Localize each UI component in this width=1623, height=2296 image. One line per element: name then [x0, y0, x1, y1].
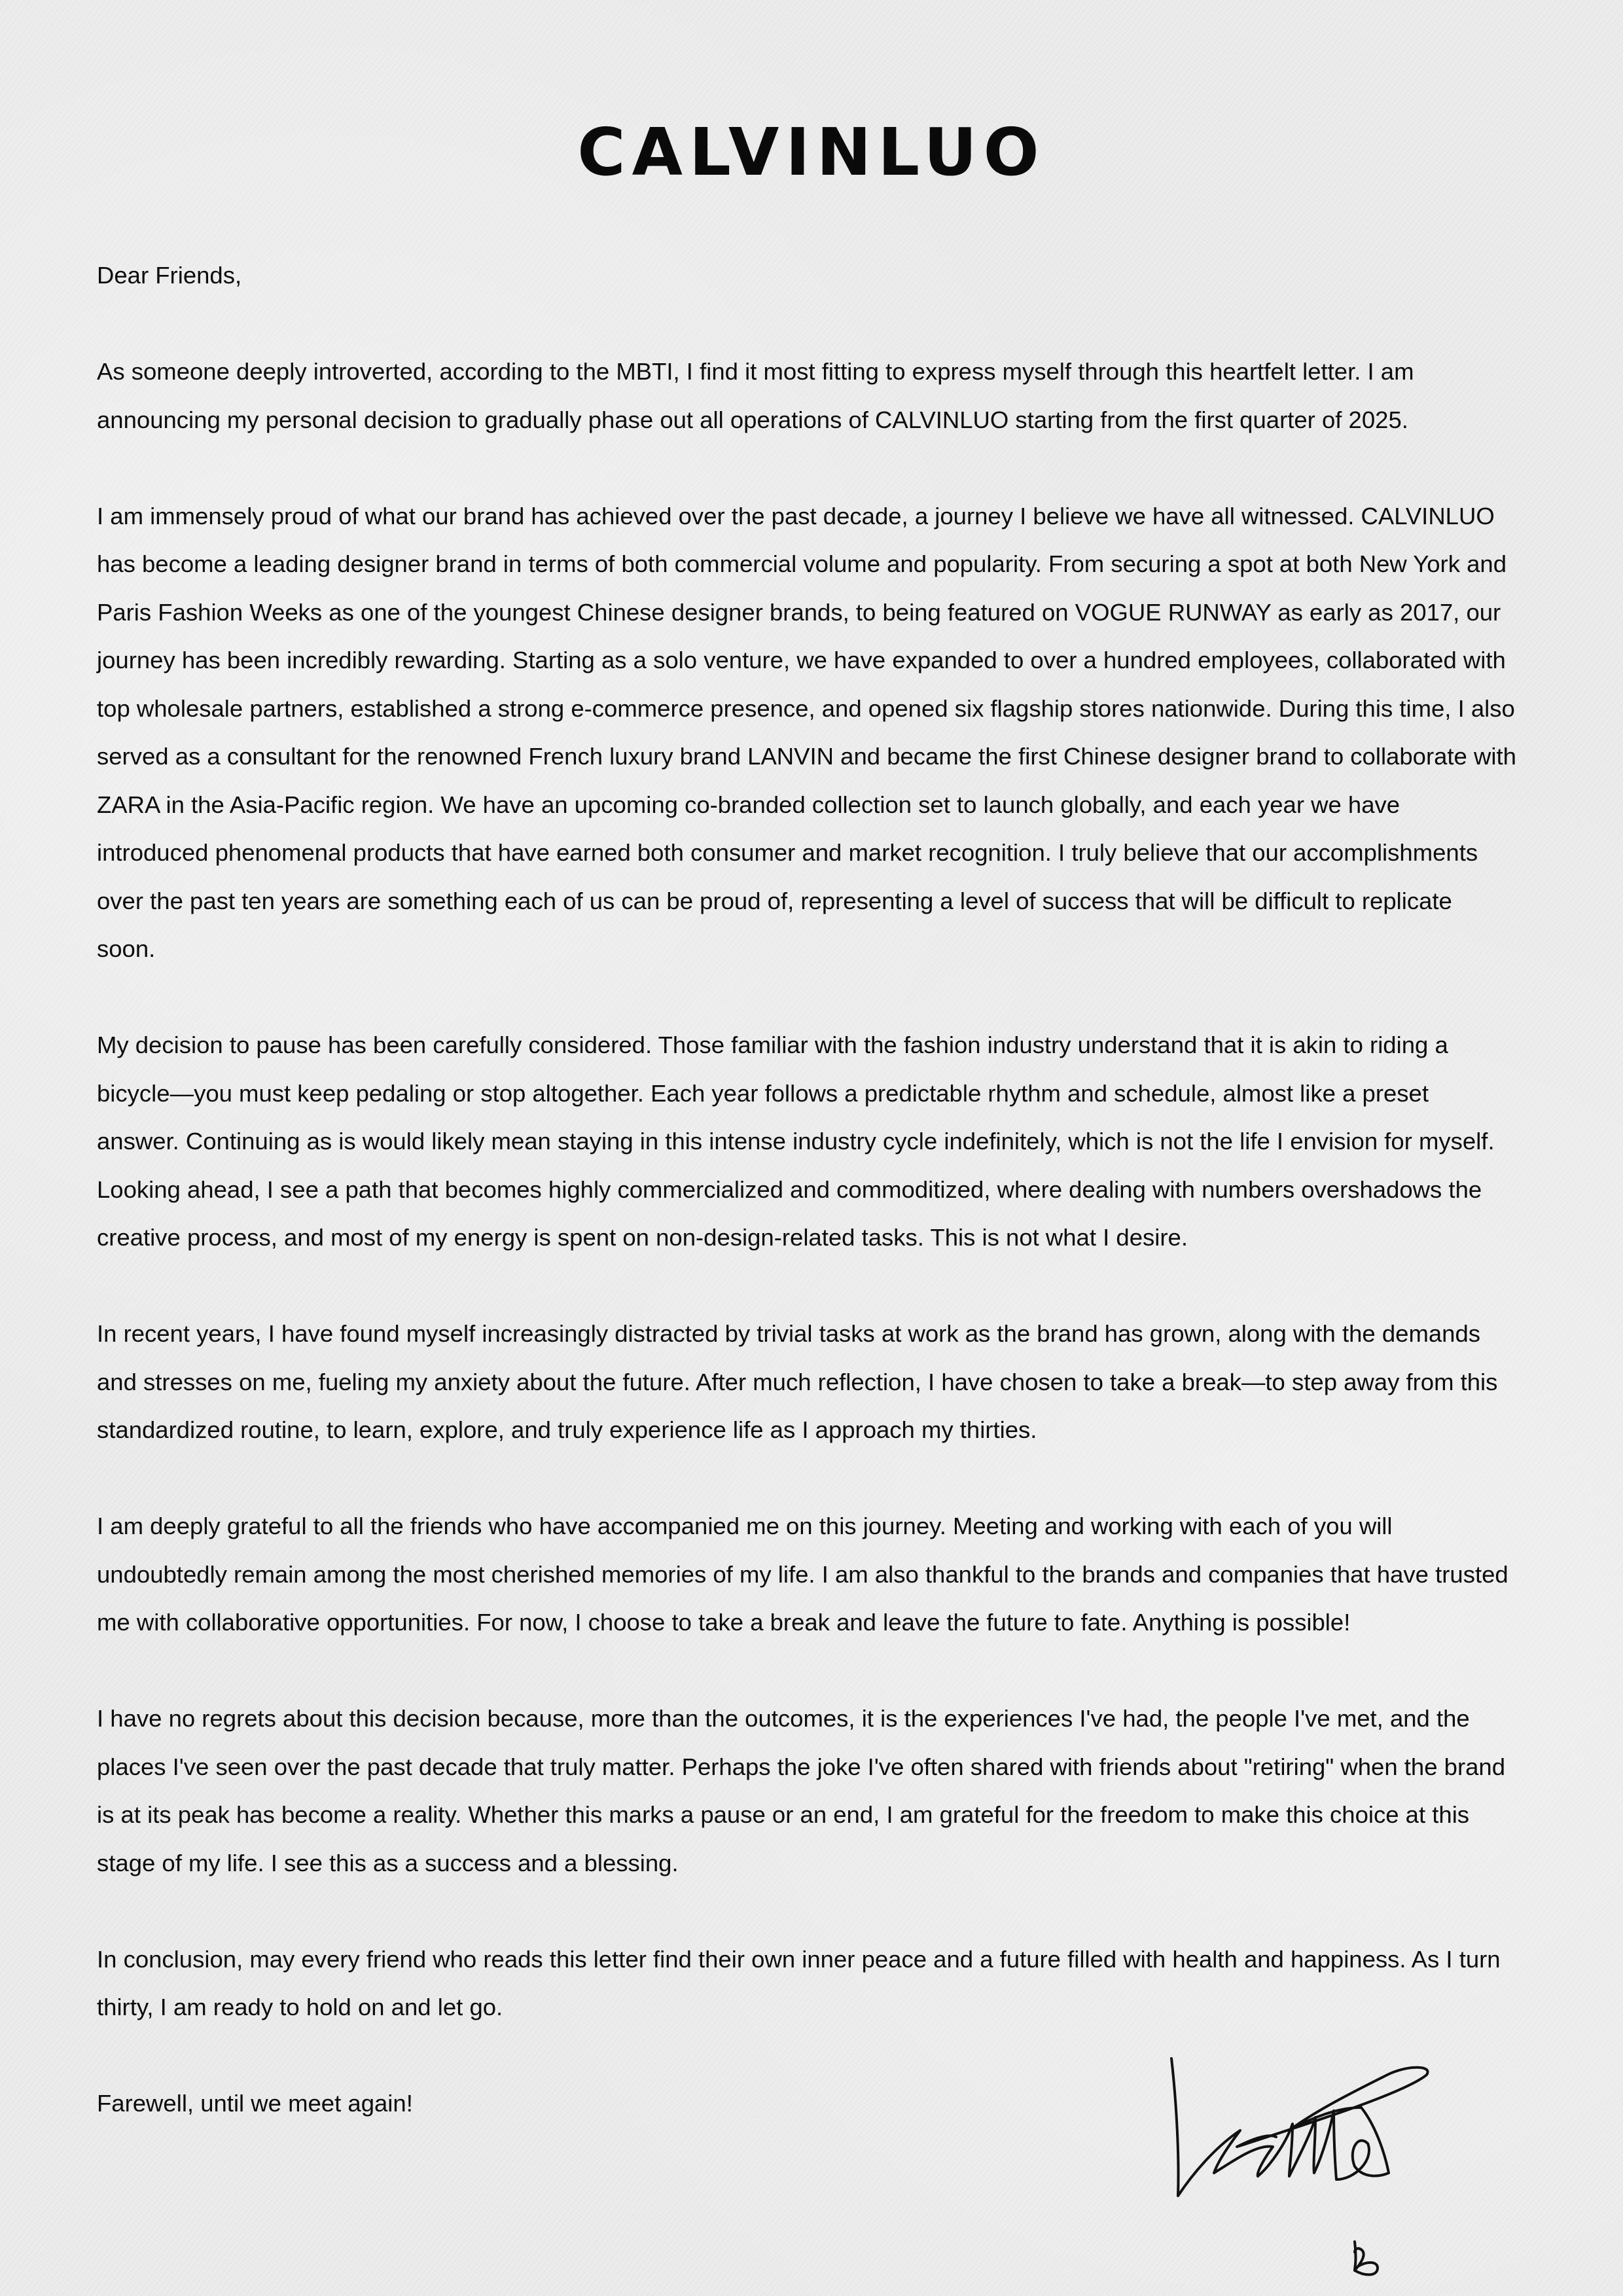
- paragraph-gratitude: I am deeply grateful to all the friends who have accompanied me on this journey. Meeting and working with each of you will undoubtedly remain among the most cherished memories of my life. I am also thankful to the brands and companies that have trusted me with collaborative opportunities. For now, I choose to take a break and leave the future to fate. Anything is possible!: [97, 1513, 1508, 1636]
- paragraph-recent-years: In recent years, I have found myself increasingly distracted by trivial tasks at work as the brand has grown, along with the demands and stresses on me, fueling my anxiety about the future. After much reflection, I have chosen to take a break—to step away from this standardized routine, to learn, explore, and truly experience life as I approach my thirties.: [97, 1320, 1498, 1443]
- closing-line: Farewell, until we meet again!: [97, 2090, 413, 2117]
- signature-drawing: [1158, 2045, 1459, 2281]
- signature-stroke: [1171, 2058, 1428, 2196]
- paragraph-conclusion: In conclusion, may every friend who reads this letter find their own inner peace and a future filled with health and happiness. As I turn thirty, I am ready to hold on and let go.: [97, 1945, 1501, 2020]
- salutation: Dear Friends,: [97, 262, 242, 289]
- paragraph-no-regrets: I have no regrets about this decision because, more than the outcomes, it is the experiences I've had, the people I've met, and the places I've seen over the past decade that truly matter. Perhaps the joke I've often shared with friends about "retiring" when the brand is at its peak has become a reality. Whether this marks a pause or an end, I am grateful for the freedom to make this choice at this stage of my life. I see this as a success and a blessing.: [97, 1705, 1506, 1876]
- paragraph-announcement: As someone deeply introverted, according to the MBTI, I find it most fitting to express myself through this heartfelt letter. I am announcing my personal decision to gradually phase out all operations of CALVINLUO starting from the first quarter of 2025.: [97, 358, 1414, 433]
- paragraph-achievements: I am immensely proud of what our brand has achieved over the past decade, a journey I believe we have all witnessed. CALVINLUO has become a leading designer brand in terms of both commercial volume and popularity. From securing a spot at both New York and Paris Fashion Weeks as one of the youngest Chinese designer brands, to being featured on VOGUE RUNWAY as early as 2017, our journey has been incredibly rewarding. Starting as a solo venture, we have expanded to over a hundred employees, collaborated with top wholesale partners, established a strong e-commerce presence, and opened six flagship stores nationwide. During this time, I also served as a consultant for the renowned French luxury brand LANVIN and became the first Chinese designer brand to collaborate with ZARA in the Asia-Pacific region. We have an upcoming co-branded collection set to launch globally, and each year we have introduced phenomenal products that have earned both consumer and market recognition. I truly believe that our accomplishments over the past ten years are something each of us can be proud of, representing a level of success that will be difficult to replicate soon.: [97, 502, 1516, 962]
- letter-body: [97, 251, 1517, 2128]
- handwritten-signature: [1158, 2045, 1459, 2281]
- paragraph-decision: My decision to pause has been carefully considered. Those familiar with the fashion industry understand that it is akin to riding a bicycle—you must keep pedaling or stop altogether. Each year follows a predictable rhythm and schedule, almost like a preset answer. Continuing as is would likely mean staying in this intense industry cycle indefinitely, which is not the life I envision for myself. Looking ahead, I see a path that becomes highly commercialized and commoditized, where dealing with numbers overshadows the creative process, and most of my energy is spent on non-design-related tasks. This is not what I desire.: [97, 1031, 1495, 1251]
- signature-heart: [1355, 2242, 1378, 2274]
- brand-logo: CALVINLUO: [577, 114, 1046, 190]
